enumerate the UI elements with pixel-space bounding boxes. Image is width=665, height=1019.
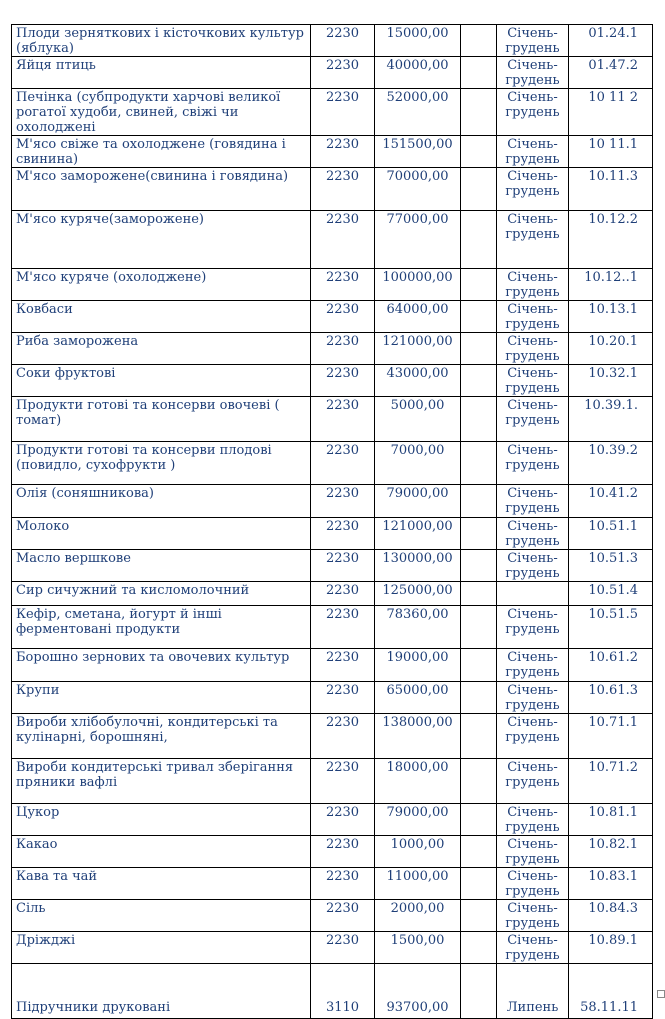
code-cell: 10.51.1 [569,518,653,550]
product-name-cell: Крупи [12,682,311,714]
empty-cell [461,550,497,582]
page-corner-marker [657,990,665,998]
kekv-cell: 2230 [311,759,375,804]
product-name-cell: М'ясо куряче(заморожене) [12,211,311,269]
kekv-cell: 2230 [311,211,375,269]
kekv-cell: 2230 [311,485,375,518]
sum-cell: 15000,00 [375,25,461,57]
term-cell: Січень- грудень [497,269,569,301]
product-name-cell: Цукор [12,804,311,836]
empty-cell [461,518,497,550]
term-cell: Січень- грудень [497,365,569,397]
code-cell: 10.41.2 [569,485,653,518]
kekv-cell: 2230 [311,333,375,365]
empty-cell [461,25,497,57]
product-name-cell: Дріжджі [12,932,311,964]
term-cell: Січень- грудень [497,397,569,442]
product-name-cell: М'ясо свіже та охолоджене (говядина і свинина) [12,136,311,168]
code-cell: 10.83.1 [569,868,653,900]
kekv-cell: 2230 [311,365,375,397]
table-row [12,136,653,168]
sum-cell: 5000,00 [375,397,461,442]
term-cell: Січень- грудень [497,518,569,550]
empty-cell [461,964,497,1019]
kekv-cell: 2230 [311,804,375,836]
table-row [12,868,653,900]
code-cell: 10.82.1 [569,836,653,868]
sum-cell: 121000,00 [375,518,461,550]
table-row [12,485,653,518]
empty-cell [461,168,497,211]
code-cell: 10.32.1 [569,365,653,397]
empty-cell [461,365,497,397]
term-cell: Січень- грудень [497,57,569,89]
code-cell: 10.61.3 [569,682,653,714]
table-row [12,89,653,136]
kekv-cell: 2230 [311,649,375,682]
table-row [12,442,653,485]
code-cell: 10.81.1 [569,804,653,836]
sum-cell: 65000,00 [375,682,461,714]
kekv-cell: 2230 [311,868,375,900]
empty-cell [461,804,497,836]
code-cell: 10.12..1 [569,269,653,301]
table-row [12,804,653,836]
product-name-cell: Кефір, сметана, йогурт й інші ферментовані продукти [12,606,311,649]
table-row [12,397,653,442]
term-cell: Січень- грудень [497,211,569,269]
product-name-cell: Олія (соняшникова) [12,485,311,518]
product-name-cell: Соки фруктові [12,365,311,397]
kekv-cell: 2230 [311,714,375,759]
code-cell: 10.11.3 [569,168,653,211]
empty-cell [461,759,497,804]
term-cell: Січень- грудень [497,836,569,868]
term-cell: Січень- грудень [497,649,569,682]
product-name-cell: Продукти готові та консерви овочеві ( томат) [12,397,311,442]
sum-cell: 121000,00 [375,333,461,365]
term-cell: Липень [497,964,569,1019]
empty-cell [461,269,497,301]
table-row [12,333,653,365]
term-cell: Січень- грудень [497,932,569,964]
product-name-cell: Масло вершкове [12,550,311,582]
product-name-cell: Плоди зерняткових і кісточкових культур (яблука) [12,25,311,57]
code-cell: 10.61.2 [569,649,653,682]
code-cell: 10.20.1 [569,333,653,365]
sum-cell: 43000,00 [375,365,461,397]
sum-cell: 130000,00 [375,550,461,582]
sum-cell: 78360,00 [375,606,461,649]
sum-cell: 125000,00 [375,582,461,606]
code-cell: 10.39.1. [569,397,653,442]
product-name-cell: Вироби хлібобулочні, кондитерські та кулінарні, борошняні, [12,714,311,759]
term-cell: Січень- грудень [497,606,569,649]
table-row [12,759,653,804]
code-cell: 01.24.1 [569,25,653,57]
sum-cell: 11000,00 [375,868,461,900]
term-cell: Січень- грудень [497,301,569,333]
table-row [12,964,653,1019]
empty-cell [461,397,497,442]
code-cell: 10.89.1 [569,932,653,964]
table-row [12,582,653,606]
kekv-cell: 2230 [311,606,375,649]
sum-cell: 77000,00 [375,211,461,269]
product-name-cell: Печінка (субпродукти харчові великої рогатої худоби, свиней, свіжі чи охолоджені [12,89,311,136]
product-name-cell: Сіль [12,900,311,932]
sum-cell: 100000,00 [375,269,461,301]
empty-cell [461,301,497,333]
kekv-cell: 2230 [311,582,375,606]
table-row [12,168,653,211]
table-row [12,932,653,964]
sum-cell: 138000,00 [375,714,461,759]
table-row [12,649,653,682]
sum-cell: 79000,00 [375,804,461,836]
sum-cell: 2000,00 [375,900,461,932]
empty-cell [461,136,497,168]
kekv-cell: 2230 [311,269,375,301]
kekv-cell: 2230 [311,682,375,714]
kekv-cell: 2230 [311,25,375,57]
kekv-cell: 2230 [311,89,375,136]
sum-cell: 1500,00 [375,932,461,964]
table-row [12,211,653,269]
code-cell: 01.47.2 [569,57,653,89]
kekv-cell: 2230 [311,900,375,932]
code-cell: 10.84.3 [569,900,653,932]
empty-cell [461,582,497,606]
code-cell: 10.13.1 [569,301,653,333]
term-cell: Січень- грудень [497,550,569,582]
table-row [12,682,653,714]
kekv-cell: 2230 [311,442,375,485]
empty-cell [461,714,497,759]
empty-cell [461,333,497,365]
kekv-cell: 2230 [311,136,375,168]
term-cell: Січень- грудень [497,136,569,168]
product-name-cell: Підручники друковані [12,964,311,1019]
empty-cell [461,442,497,485]
empty-cell [461,868,497,900]
term-cell [497,582,569,606]
empty-cell [461,682,497,714]
product-name-cell: Кава та чай [12,868,311,900]
code-cell: 10.71.2 [569,759,653,804]
product-name-cell: Молоко [12,518,311,550]
code-cell: 10 11.1 [569,136,653,168]
empty-cell [461,900,497,932]
empty-cell [461,485,497,518]
code-cell: 10 11 2 [569,89,653,136]
sum-cell: 40000,00 [375,57,461,89]
sum-cell: 19000,00 [375,649,461,682]
term-cell: Січень- грудень [497,333,569,365]
term-cell: Січень- грудень [497,900,569,932]
table-row [12,269,653,301]
table-row [12,301,653,333]
term-cell: Січень- грудень [497,442,569,485]
kekv-cell: 2230 [311,57,375,89]
code-cell: 10.51.4 [569,582,653,606]
kekv-cell: 2230 [311,518,375,550]
empty-cell [461,649,497,682]
kekv-cell: 2230 [311,550,375,582]
table-row [12,836,653,868]
code-cell: 10.51.3 [569,550,653,582]
sum-cell: 7000,00 [375,442,461,485]
table-row [12,57,653,89]
empty-cell [461,57,497,89]
product-name-cell: Ковбаси [12,301,311,333]
code-cell: 10.71.1 [569,714,653,759]
sum-cell: 1000,00 [375,836,461,868]
code-cell: 58.11.11 [569,964,653,1019]
product-name-cell: Вироби кондитерські тривал зберігання пряники вафлі [12,759,311,804]
empty-cell [461,836,497,868]
empty-cell [461,211,497,269]
sum-cell: 64000,00 [375,301,461,333]
procurement-table [11,24,653,1019]
empty-cell [461,932,497,964]
kekv-cell: 2230 [311,932,375,964]
table-row [12,606,653,649]
sum-cell: 93700,00 [375,964,461,1019]
kekv-cell: 2230 [311,168,375,211]
table-row [12,25,653,57]
code-cell: 10.12.2 [569,211,653,269]
term-cell: Січень- грудень [497,682,569,714]
table-row [12,365,653,397]
product-name-cell: Продукти готові та консерви плодові (повидло, сухофрукти ) [12,442,311,485]
empty-cell [461,606,497,649]
kekv-cell: 2230 [311,301,375,333]
kekv-cell: 3110 [311,964,375,1019]
term-cell: Січень- грудень [497,714,569,759]
kekv-cell: 2230 [311,836,375,868]
product-name-cell: Какао [12,836,311,868]
sum-cell: 79000,00 [375,485,461,518]
sum-cell: 70000,00 [375,168,461,211]
sum-cell: 18000,00 [375,759,461,804]
code-cell: 10.51.5 [569,606,653,649]
product-name-cell: М'ясо куряче (охолоджене) [12,269,311,301]
term-cell: Січень- грудень [497,804,569,836]
code-cell: 10.39.2 [569,442,653,485]
term-cell: Січень- грудень [497,25,569,57]
product-name-cell: Яйця птиць [12,57,311,89]
table-row [12,518,653,550]
kekv-cell: 2230 [311,397,375,442]
product-name-cell: М'ясо заморожене(свинина і говядина) [12,168,311,211]
product-name-cell: Сир сичужний та кисломолочний [12,582,311,606]
table-row [12,714,653,759]
term-cell: Січень- грудень [497,89,569,136]
term-cell: Січень- грудень [497,759,569,804]
sum-cell: 52000,00 [375,89,461,136]
term-cell: Січень- грудень [497,868,569,900]
term-cell: Січень- грудень [497,485,569,518]
term-cell: Січень- грудень [497,168,569,211]
product-name-cell: Риба заморожена [12,333,311,365]
table-body [12,25,653,1019]
product-name-cell: Борошно зернових та овочевих культур [12,649,311,682]
empty-cell [461,89,497,136]
table-row [12,550,653,582]
table-row [12,900,653,932]
sum-cell: 151500,00 [375,136,461,168]
